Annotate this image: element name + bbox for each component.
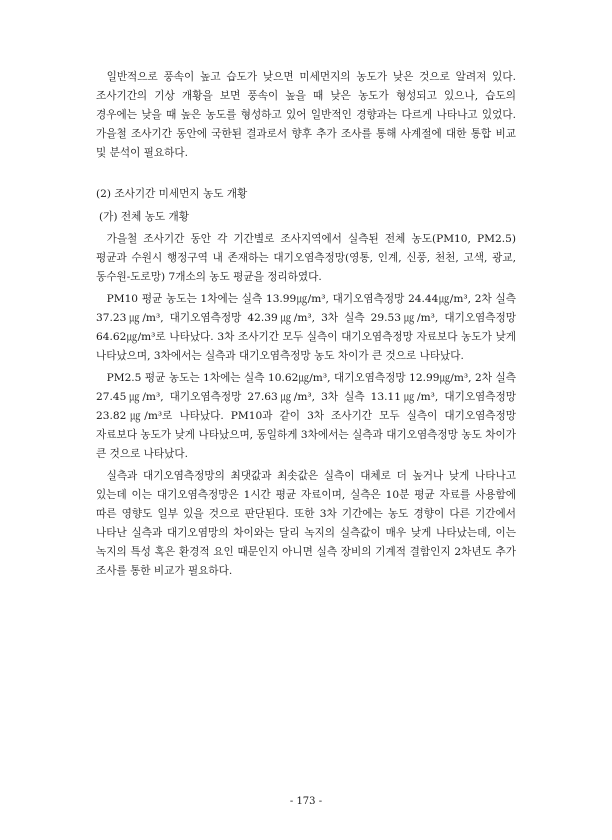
subsection-heading: (가) 전체 농도 개황	[99, 211, 190, 223]
section-heading: (2) 조사기간 미세먼지 농도 개황	[96, 188, 248, 200]
body-paragraph-comparison: 실측과 대기오염측정망의 최댓값과 최솟값은 실측이 대체로 더 높거나 낮게 나타나고 있는데 이는 대기오염측정망은 1시간 평균 자료이며, 실측은 10분 평균 자료를 사용함에 따른 영향도 일부 있을 것으로 판단된다. 또한 3차 기간에는 농도 경향이 다른 기간에서 나타난 실측과 대기오염망의 차이와는 달리 녹지의 실측값이 매우 낮게 나타났는데, 이는 녹지의 특성 혹은 환경적 요인 때문인지 아니면 실측 장비의 기계적 결함인지 2차년도 추가 조사를 통한 비교가 필요하다.	[96, 470, 516, 577]
body-paragraph-pm25: PM2.5 평균 농도는 1차에는 실측 10.62㎍/m³, 대기오염측정망 12.99㎍/m³, 2차 실측 27.45㎍/m³, 대기오염측정망 27.63㎍/m³, 3차 실측 13.11㎍/m³, 대기오염측정망 23.82㎍/m³로 나타났다. PM10과 같이 3차 조사기간 모두 실측이 대기오염측정망 자료보다 농도가 낮게 나타났으며, 동일하게 3차에서는 실측과 대기오염측정망 농도 차이가 큰 것으로 나타났다.	[96, 372, 516, 460]
page-body	[96, 68, 516, 581]
body-paragraph-overview: 가을철 조사기간 동안 각 기간별로 조사지역에서 실측된 전체 농도(PM10, PM2.5) 평균과 수원시 행정구역 내 존재하는 대기오염측정망(영통, 인계, 신풍, 천천, 고색, 광교, 동수원-도로망) 7개소의 농도 평균을 정리하였다.	[96, 233, 516, 283]
page-number: - 173 -	[289, 796, 323, 807]
intro-paragraph: 일반적으로 풍속이 높고 습도가 낮으면 미세먼지의 농도가 낮은 것으로 알려져 있다. 조사기간의 기상 개황을 보면 풍속이 높을 때 낮은 농도가 형성되고 있으나, 습도의 경우에는 낮을 때 높은 농도를 형성하고 있어 일반적인 경향과는 다르게 나타나고 있었다. 가을철 조사기간 동안에 국한된 결과로서 향후 추가 조사를 통해 사계절에 대한 통합 비교 및 분석이 필요하다.	[96, 71, 516, 159]
body-paragraph-pm10: PM10 평균 농도는 1차에는 실측 13.99㎍/m³, 대기오염측정망 24.44㎍/m³, 2차 실측 37.23㎍/m³, 대기오염측정망 42.39㎍/m³, 3차 실측 29.53㎍/m³, 대기오염측정망 64.62㎍/m³로 나타났다. 3차 조사기간 모두 실측이 대기오염측정망 자료보다 농도가 낮게 나타났으며, 3차에서는 실측과 대기오염측정망 농도 차이가 큰 것으로 나타났다.	[96, 293, 516, 362]
